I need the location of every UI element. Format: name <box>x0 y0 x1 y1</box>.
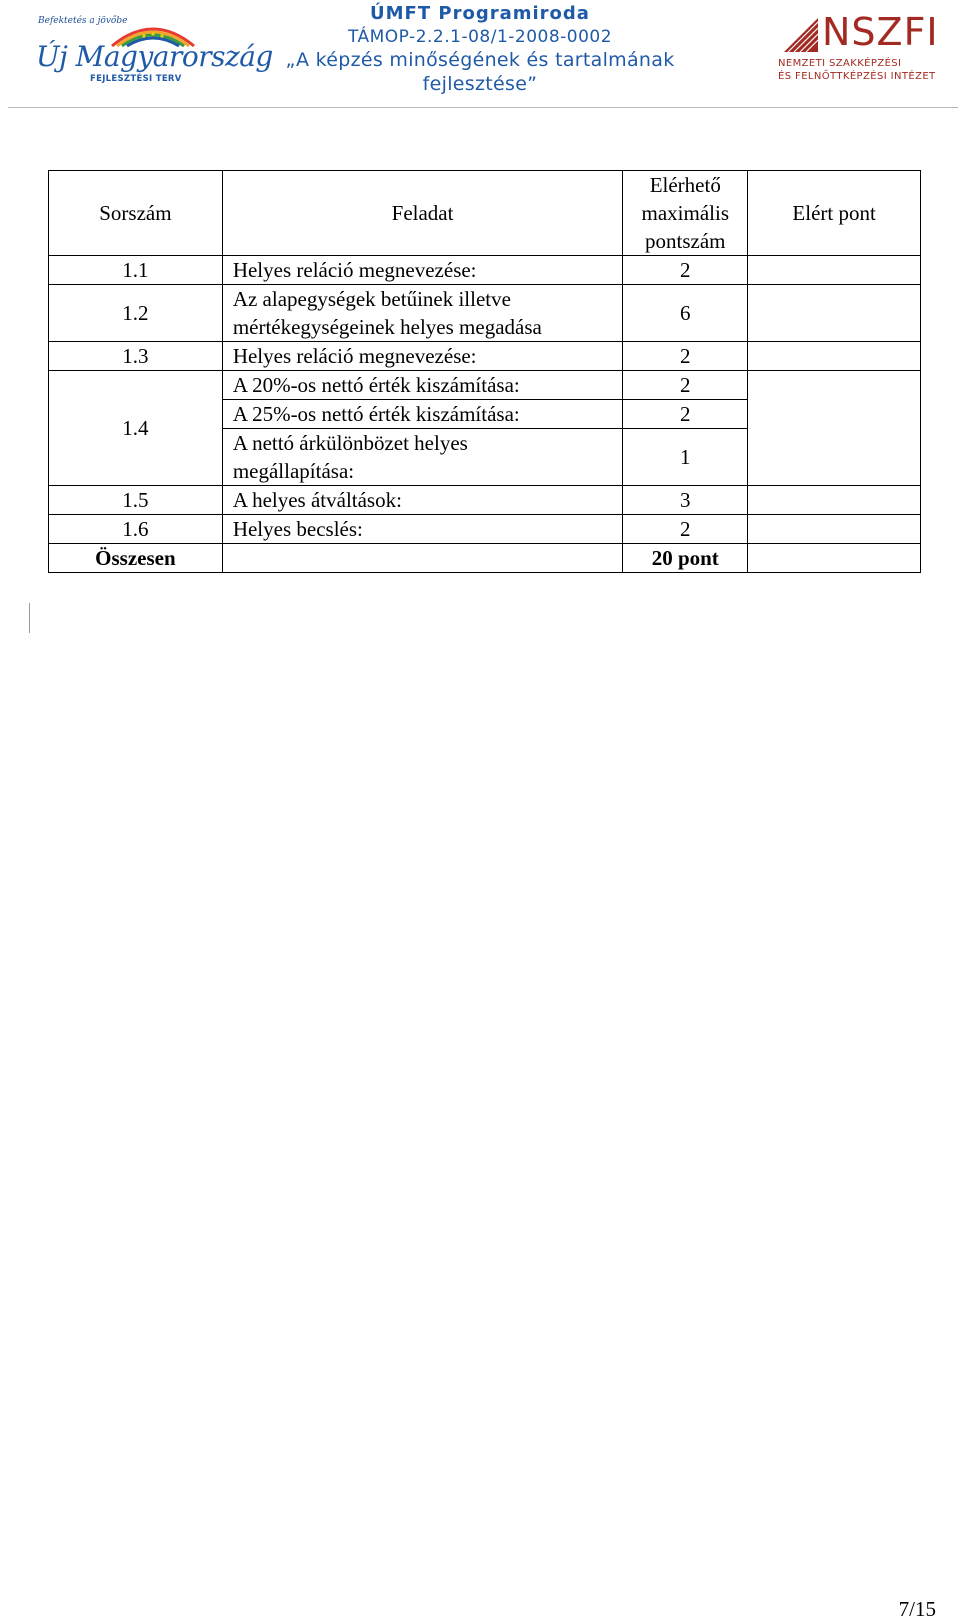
nszfi-logo <box>778 10 950 84</box>
table-total-row <box>49 544 921 573</box>
table-row <box>49 285 921 342</box>
table-row <box>49 256 921 285</box>
row-max: 2 <box>623 256 748 285</box>
row-got <box>748 256 921 285</box>
row-task-line2: megállapítása: <box>232 459 355 483</box>
total-label: Összesen <box>49 544 223 573</box>
project-code: TÁMOP-2.2.1-08/1-2008-0002 <box>347 27 613 47</box>
row-task: A 25%-os nettó érték kiszámítása: <box>222 400 622 429</box>
row-task: Helyes becslés: <box>222 515 622 544</box>
header-max-line2: maximális <box>641 201 729 225</box>
row-max: 2 <box>623 371 748 400</box>
logo-name: Új Magyarország <box>36 40 273 73</box>
row-num: 1.3 <box>49 342 223 371</box>
table-row <box>49 515 921 544</box>
row-task: Helyes reláció megnevezése: <box>222 256 622 285</box>
page-number: 7/15 <box>898 1597 936 1621</box>
score-table <box>48 170 921 573</box>
row-max: 6 <box>623 285 748 342</box>
row-num: 1.4 <box>49 371 223 486</box>
row-got <box>748 515 921 544</box>
row-got <box>748 486 921 515</box>
uj-magyarorszag-logo <box>30 10 273 90</box>
row-max: 2 <box>623 515 748 544</box>
margin-mark <box>29 603 30 633</box>
total-task <box>222 544 622 573</box>
row-task <box>222 429 622 486</box>
row-task: A 20%-os nettó érték kiszámítása: <box>222 371 622 400</box>
row-got <box>748 371 921 486</box>
table-row <box>49 371 921 400</box>
row-got <box>748 285 921 342</box>
row-max: 1 <box>623 429 748 486</box>
row-task-line1: A nettó árkülönbözet helyes <box>232 431 468 455</box>
header-divider <box>8 107 958 108</box>
row-num: 1.1 <box>49 256 223 285</box>
row-max: 3 <box>623 486 748 515</box>
header-task: Feladat <box>222 171 622 256</box>
table-row <box>49 486 921 515</box>
total-max: 20 pont <box>623 544 748 573</box>
row-num: 1.2 <box>49 285 223 342</box>
project-title-line2: fejlesztése” <box>422 73 538 95</box>
program-title <box>230 2 730 96</box>
row-max: 2 <box>623 342 748 371</box>
logo-subtitle: FEJLESZTÉSI TERV <box>90 74 182 84</box>
header-max-line1: Elérhető <box>649 173 721 197</box>
header-num: Sorszám <box>49 171 223 256</box>
table-row <box>49 342 921 371</box>
nszfi-name: NSZFI <box>822 10 939 54</box>
table-header-row <box>49 171 921 256</box>
project-title-line1: „A képzés minőségének és tartalmának <box>285 49 675 71</box>
row-task <box>222 285 622 342</box>
nszfi-line2: ÉS FELNŐTTKÉPZÉSI INTÉZET <box>778 71 936 82</box>
header-max <box>623 171 748 256</box>
total-got <box>748 544 921 573</box>
row-num: 1.6 <box>49 515 223 544</box>
row-task-line2: mértékegységeinek helyes megadása <box>232 315 542 339</box>
row-task-line1: Az alapegységek betűinek illetve <box>232 287 511 311</box>
row-task: A helyes átváltások: <box>222 486 622 515</box>
header-got: Elért pont <box>748 171 921 256</box>
program-office: ÚMFT Programiroda <box>370 3 590 24</box>
header-max-line3: pontszám <box>645 229 726 253</box>
row-max: 2 <box>623 400 748 429</box>
nszfi-line1: NEMZETI SZAKKÉPZÉSI <box>778 58 902 69</box>
row-task: Helyes reláció megnevezése: <box>222 342 622 371</box>
row-got <box>748 342 921 371</box>
row-num: 1.5 <box>49 486 223 515</box>
logo-tagline: Befektetés a jövőbe <box>38 16 128 26</box>
page-header <box>0 0 960 110</box>
nszfi-mark-icon <box>782 16 820 54</box>
